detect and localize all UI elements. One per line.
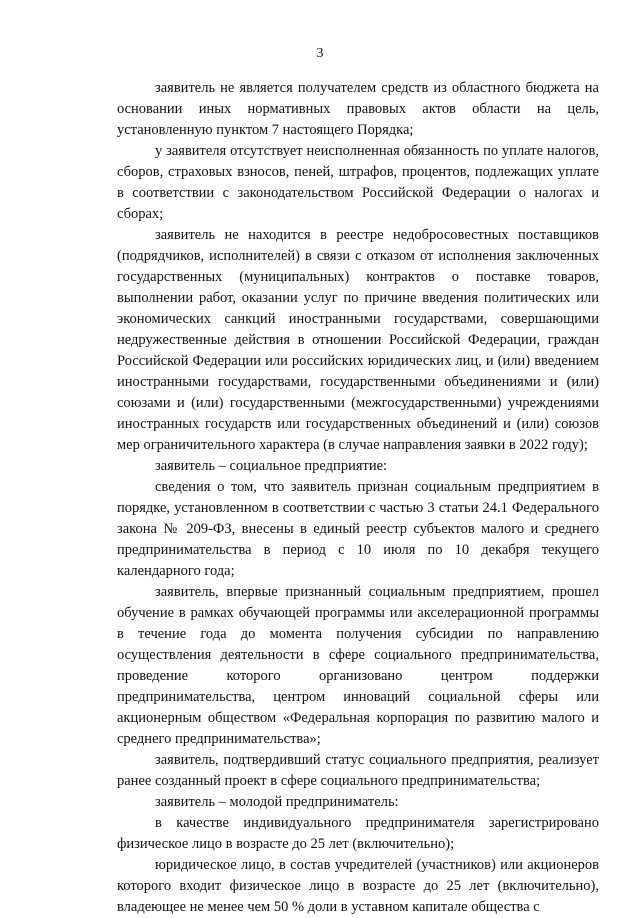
paragraph-social-enterprise-heading: заявитель – социальное предприятие: <box>155 458 388 474</box>
page-number: 3 <box>316 46 324 61</box>
paragraph-social-enterprise-training: заявитель, впервые признанный социальным предприятием, прошел обучение в рамках обучающей программы или акселерационной программы в течение года до момента получения субсидии по направлению осуществления деятельности в сфере социального предпринимательства, проведение которого организовано центром поддержки предпринимательства, центром инноваций социальной сферы или акционерным обществом «Федеральная корпорация по развитию малого и среднего предпринимательства»; <box>117 584 599 747</box>
paragraph-no-tax-debt: у заявителя отсутствует неисполненная обязанность по уплате налогов, сборов, страховых взносов, пеней, штрафов, процентов, подлежащих уплате в соответствии с законодательством Российской Федерации о налогах и сборах; <box>117 143 599 222</box>
paragraph-not-in-registry: заявитель не находится в реестре недобросовестных поставщиков (подрядчиков, исполнителей) в связи с отказом от исполнения заключенных государственных (муниципальных) контрактов о поставке товаров, выполнении работ, оказании услуг по причине введения политических или экономических санкций иностранными государствами, совершающими недружественные действия в отношении Российской Федерации, граждан Российской Федерации или российских юридических лиц, и (или) введением иностранными государствами, государственными объединениями и (или) союзами и (или) государственными (межгосударственными) учреждениями иностранных государств или государственных объединений и (или) союзов мер ограничительного характера (в случае направления заявки в 2022 году); <box>117 227 599 453</box>
paragraph-young-legal-entity: юридическое лицо, в состав учредителей (участников) или акционеров которого входит физическое лицо в возрасте до 25 лет (включительно), владеющее не менее чем 50 % доли в уставном капитале общества с <box>117 857 599 915</box>
paragraph-social-enterprise-registry: сведения о том, что заявитель признан социальным предприятием в порядке, установленном в соответствии с частью 3 статьи 24.1 Федерального закона № 209-ФЗ, внесены в единый реестр субъектов малого и среднего предпринимательства в период с 10 июля по 10 декабря текущего календарного года; <box>117 479 599 579</box>
document-body <box>117 78 599 918</box>
paragraph-not-recipient: заявитель не является получателем средств из областного бюджета на основании иных нормативных правовых актов области на цель, установленную пунктом 7 настоящего Порядка; <box>117 80 599 138</box>
paragraph-young-individual: в качестве индивидуального предпринимателя зарегистрировано физическое лицо в возрасте до 25 лет (включительно); <box>117 815 599 852</box>
paragraph-young-entrepreneur-heading: заявитель – молодой предприниматель: <box>155 794 399 810</box>
paragraph-social-enterprise-project: заявитель, подтвердивший статус социального предприятия, реализует ранее созданный проект в сфере социального предпринимательства; <box>117 752 599 789</box>
